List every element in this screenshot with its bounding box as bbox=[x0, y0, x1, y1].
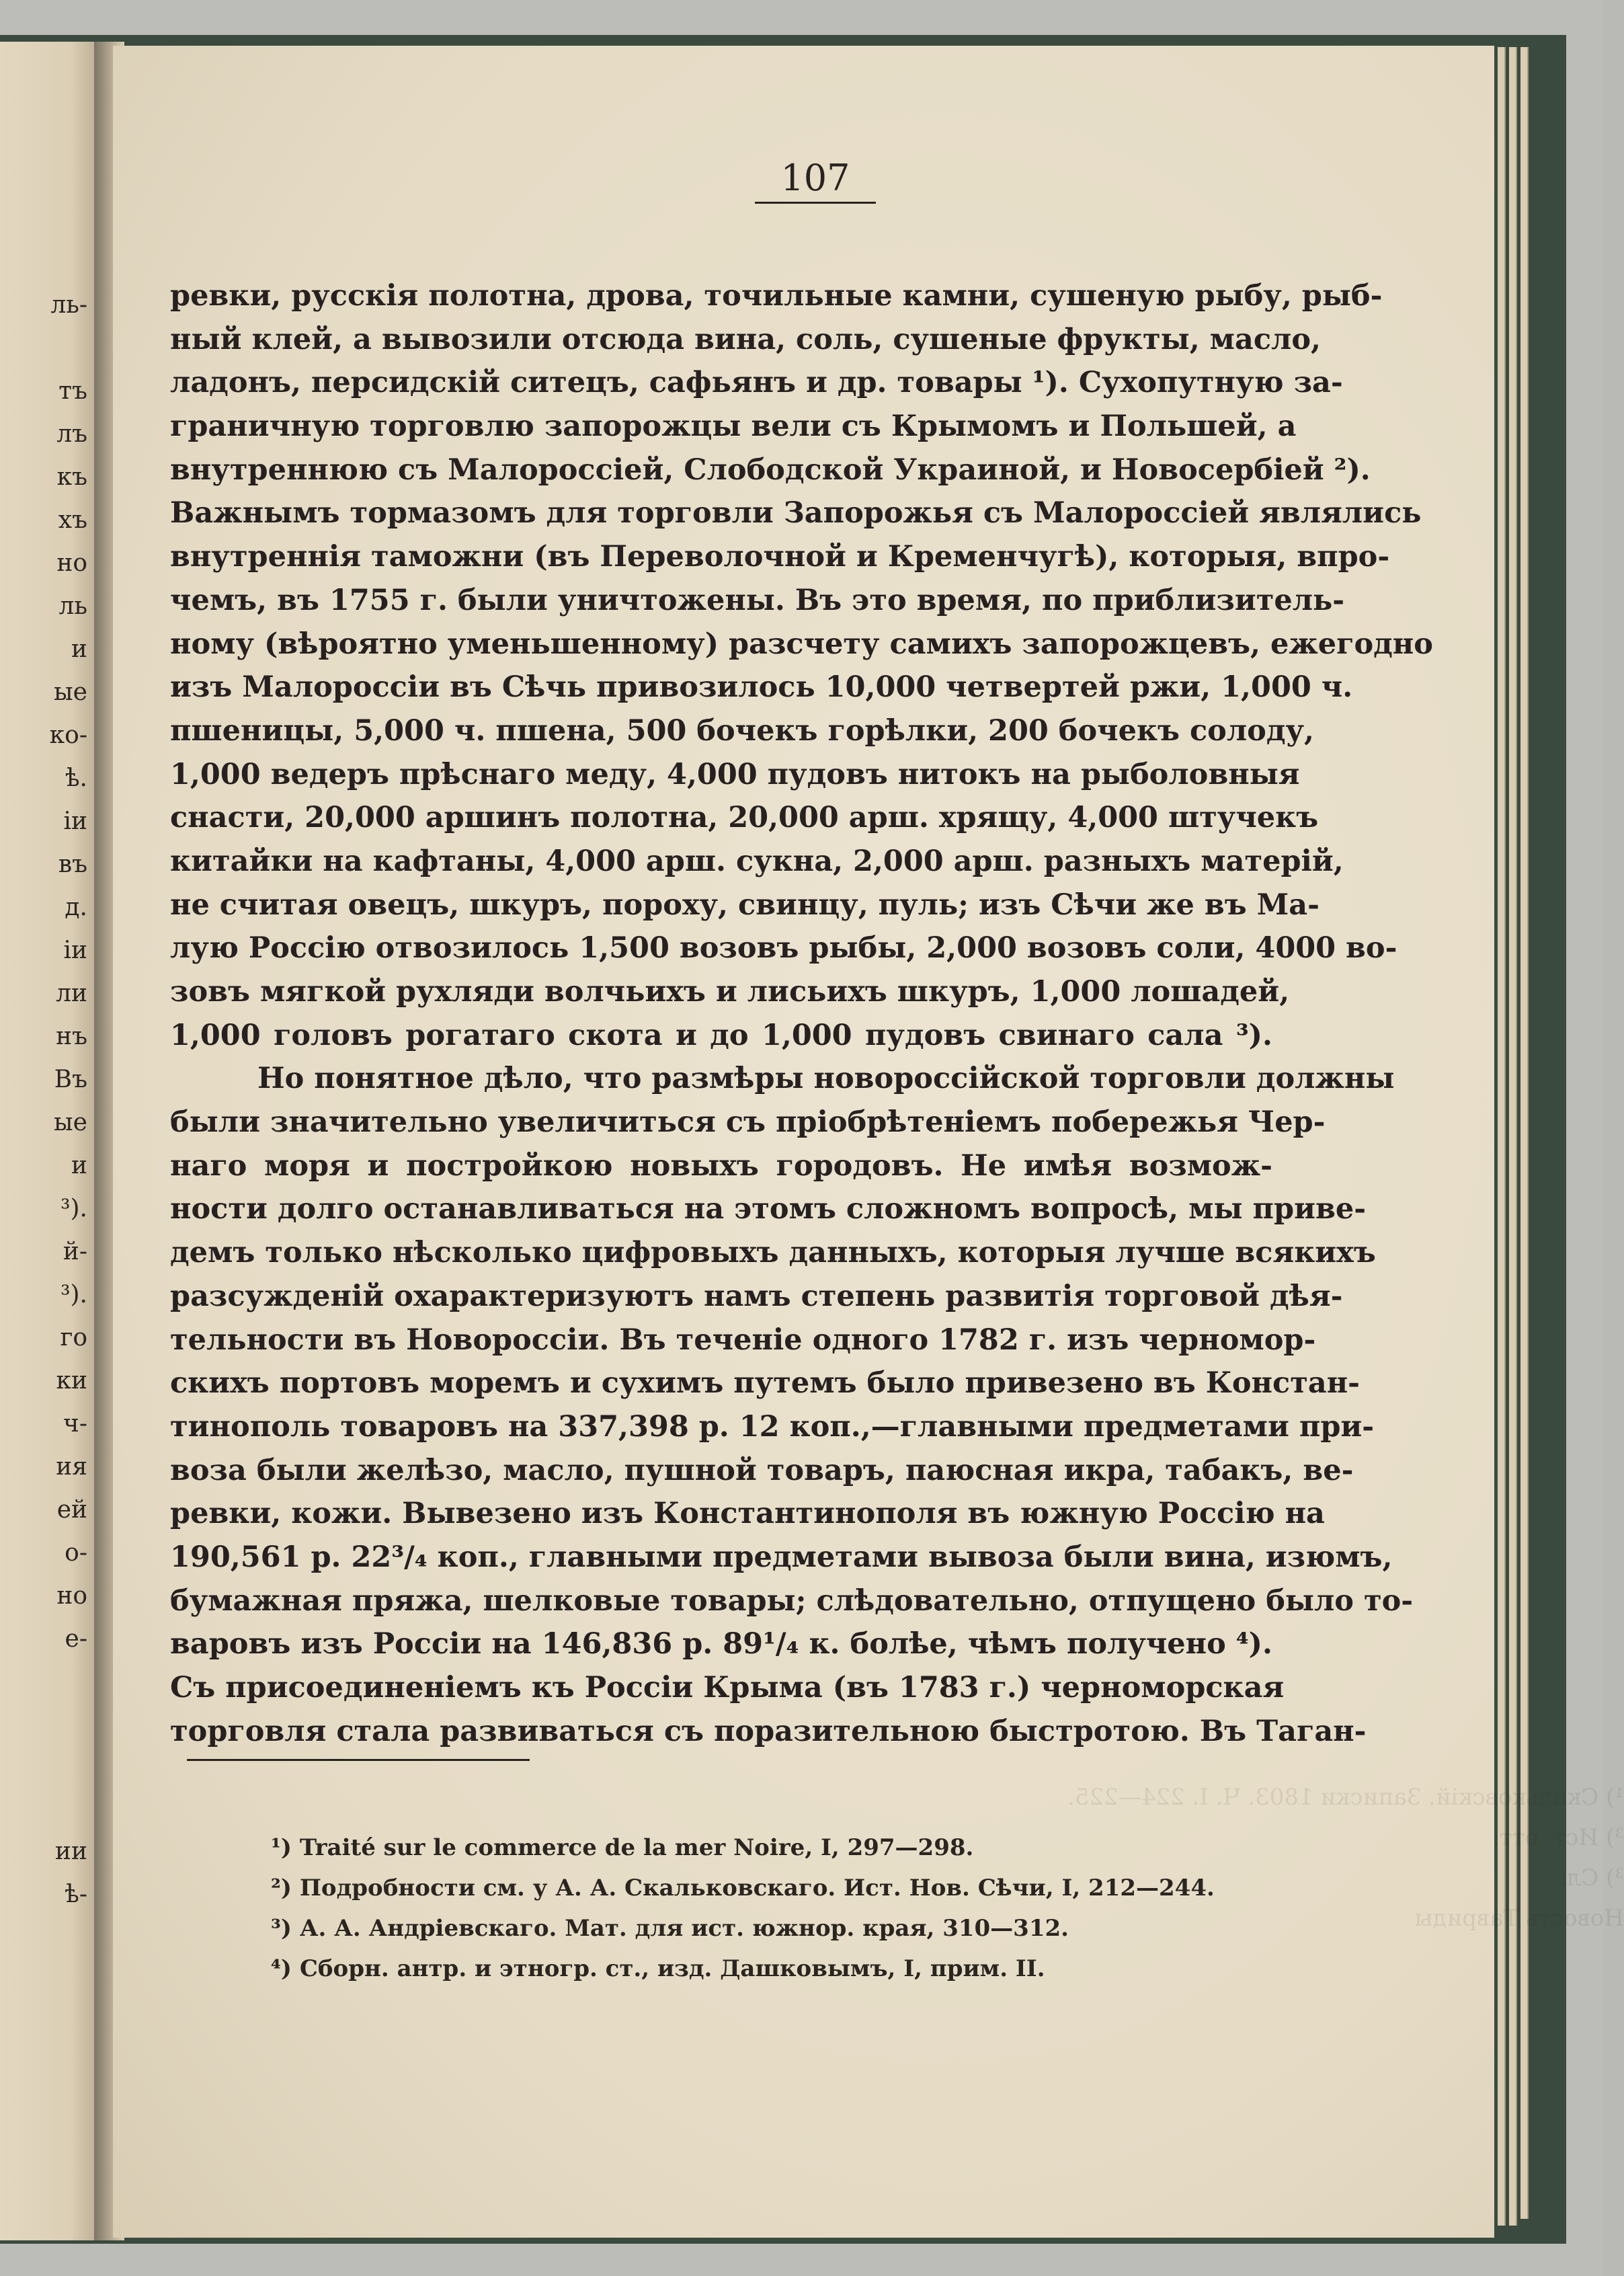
facing-page-fragment: ые bbox=[54, 1109, 87, 1136]
text-line: Съ присоединеніемъ къ Россіи Крыма (въ 1783 г.) черноморская bbox=[170, 1671, 1285, 1704]
facing-page-text-lower bbox=[0, 1830, 87, 1916]
text-line: разсужденій охарактеризуютъ намъ степень развитія торговой дѣя- bbox=[170, 1279, 1343, 1313]
facing-page-fragment: къ bbox=[56, 463, 87, 491]
text-line: ному (вѣроятно уменьшенному) разсчету самихъ запорожцевъ, ежегодно bbox=[170, 627, 1433, 661]
facing-page-fragment: тъ bbox=[58, 377, 87, 405]
facing-page-fragment: ей bbox=[56, 1496, 87, 1524]
facing-page-fragment: е- bbox=[65, 1625, 87, 1653]
facing-page bbox=[0, 42, 101, 2240]
facing-page-fragment: ки bbox=[56, 1367, 87, 1395]
text-line: зовъ мягкой рухляди волчьихъ и лисьихъ шкуръ, 1,000 лошадей, bbox=[170, 975, 1290, 1009]
text-line: внутреннюю съ Малороссіей, Слободской Украиной, и Новосербіей ²). bbox=[170, 453, 1371, 487]
facing-page-fragment: д. bbox=[65, 894, 87, 921]
text-line: лую Россію отвозилось 1,500 возовъ рыбы, 2,000 возовъ соли, 4000 во- bbox=[170, 931, 1397, 966]
book-page bbox=[113, 46, 1624, 2238]
footnote: ⁴) Сборн. антр. и этногр. ст., изд. Дашковымъ, I, прим. II. bbox=[271, 1955, 1045, 1982]
facing-page-fragment: го bbox=[60, 1324, 87, 1351]
text-line: ности долго останавливаться на этомъ сложномъ вопросѣ, мы приве- bbox=[170, 1192, 1367, 1226]
text-line: Важнымъ тормазомъ для торговли Запорожья съ Малороссіей являлись bbox=[170, 496, 1422, 531]
text-line: торговля стала развиваться съ поразительною быстротою. Въ Таган- bbox=[170, 1714, 1367, 1748]
text-line: ный клей, а вывозили отсюда вина, соль, сушеные фрукты, масло, bbox=[170, 322, 1322, 356]
text-line: ревки, русскія полотна, дрова, точильные камни, сушеную рыбу, рыб- bbox=[170, 279, 1383, 313]
text-line: китайки на кафтаны, 4,000 арш. сукна, 2,000 арш. разныхъ матерій, bbox=[170, 844, 1344, 878]
facing-page-fragment: іи bbox=[63, 808, 87, 835]
text-line: варовъ изъ Россіи на 146,836 р. 89¹/₄ к. болѣе, чѣмъ получено ⁴). bbox=[170, 1627, 1272, 1661]
body-text bbox=[170, 274, 1433, 1753]
bleed-through-line: ³) Ист. отт. bbox=[1492, 1824, 1624, 1851]
facing-page-fragment: ³). bbox=[60, 1281, 87, 1308]
facing-page-fragment: ли bbox=[56, 980, 87, 1007]
footnote: ²) Подробности см. у А. А. Скальковскаго. Ист. Нов. Сѣчи, I, 212—244. bbox=[271, 1875, 1215, 1901]
facing-page-fragment: ³). bbox=[60, 1195, 87, 1222]
text-line: изъ Малороссіи въ Сѣчь привозилось 10,000 четвертей ржи, 1,000 ч. bbox=[170, 670, 1353, 705]
facing-page-fragment: іи bbox=[63, 937, 87, 964]
text-line: снасти, 20,000 аршинъ полотна, 20,000 арш. хрящу, 4,000 штучекъ bbox=[170, 801, 1319, 835]
facing-page-fragment: о- bbox=[65, 1539, 87, 1567]
text-line: не считая овецъ, шкуръ, пороху, свинцу, пуль; изъ Сѣчи же въ Ма- bbox=[170, 888, 1320, 922]
facing-page-fragment: въ bbox=[58, 851, 87, 878]
text-line: 1,000 головъ рогатаго скота и до 1,000 пудовъ свинаго сала ³). bbox=[170, 1018, 1272, 1052]
text-line: внутреннія таможни (въ Переволочной и Кременчугѣ), которыя, впро- bbox=[170, 540, 1390, 574]
facing-page-fragment: и bbox=[71, 635, 87, 663]
bleed-through-line: Новость Тавриды bbox=[1414, 1905, 1624, 1932]
facing-page-fragment bbox=[0, 327, 87, 370]
facing-page-fragment: ль bbox=[58, 592, 87, 620]
facing-page-fragment: нъ bbox=[56, 1023, 87, 1050]
text-line: 1,000 ведеръ прѣснаго меду, 4,000 пудовъ нитокъ на рыболовныя bbox=[170, 757, 1300, 791]
facing-page-fragment: ѣ. bbox=[65, 764, 87, 792]
text-line: ладонъ, персидскій ситецъ, сафьянъ и др. товары ¹). Сухопутную за- bbox=[170, 366, 1343, 400]
text-line: наго моря и постройкою новыхъ городовъ. Не имѣя возмож- bbox=[170, 1148, 1272, 1183]
text-line: были значительно увеличиться съ пріобрѣтеніемъ побережья Чер- bbox=[170, 1105, 1326, 1140]
text-line: Но понятное дѣло, что размѣры новороссійской торговли должны bbox=[257, 1062, 1395, 1096]
text-line: ревки, кожи. Вывезено изъ Константинополя въ южную Россію на bbox=[170, 1497, 1325, 1531]
facing-page-fragment: но bbox=[56, 1582, 87, 1610]
footnote-divider bbox=[187, 1759, 530, 1761]
text-line: граничную торговлю запорожцы вели съ Крымомъ и Польшей, а bbox=[170, 409, 1297, 444]
footnote: ¹) Traité sur le commerce de la mer Noire, I, 297—298. bbox=[271, 1834, 974, 1861]
text-line: воза были желѣзо, масло, пушной товаръ, паюсная икра, табакъ, ве- bbox=[170, 1453, 1354, 1487]
bleed-through-line: ¹) Скальковскій. Записки 1803. Ч. I. 224—225. bbox=[1067, 1784, 1624, 1811]
footnotes bbox=[271, 1828, 1279, 1989]
text-line: 190,561 р. 22³/₄ коп., главными предметами вывоза были вина, изюмъ, bbox=[170, 1540, 1393, 1574]
facing-page-fragment: хъ bbox=[58, 506, 87, 534]
facing-page-fragment: ч- bbox=[63, 1410, 87, 1438]
facing-page-fragment: Въ bbox=[54, 1066, 87, 1093]
facing-page-fragment: ѣ- bbox=[65, 1881, 87, 1908]
text-line: тинополь товаровъ на 337,398 р. 12 коп.,—главными предметами при- bbox=[170, 1409, 1375, 1444]
text-line: демъ только нѣсколько цифровыхъ данныхъ, которыя лучше всякихъ bbox=[170, 1236, 1376, 1270]
facing-page-fragment: ия bbox=[56, 1453, 87, 1481]
text-line: чемъ, въ 1755 г. были уничтожены. Въ это время, по приблизитель- bbox=[170, 583, 1345, 617]
text-line: тельности въ Новороссіи. Въ теченіе одного 1782 г. изъ черномор- bbox=[170, 1323, 1316, 1357]
facing-page-fragment: ль- bbox=[50, 291, 87, 319]
bleed-through-line: ³) Сл. bbox=[1559, 1865, 1624, 1891]
facing-page-fragment: и bbox=[71, 1152, 87, 1179]
facing-page-fragment: ии bbox=[55, 1838, 87, 1865]
footnote: ³) А. А. Андріевскаго. Мат. для ист. южнор. края, 310—312. bbox=[271, 1915, 1069, 1942]
facing-page-fragment: ые bbox=[54, 678, 87, 706]
text-line: бумажная пряжа, шелковые товары; слѣдовательно, отпущено было то- bbox=[170, 1583, 1414, 1618]
facing-page-fragment: но bbox=[56, 549, 87, 577]
facing-page-fragment: ко- bbox=[49, 721, 87, 749]
facing-page-fragment: лъ bbox=[56, 420, 87, 448]
page-number: 107 bbox=[755, 157, 876, 204]
facing-page-text-upper bbox=[0, 284, 87, 1661]
text-line: скихъ портовъ моремъ и сухимъ путемъ было привезено въ Констан- bbox=[170, 1366, 1361, 1401]
text-line: пшеницы, 5,000 ч. пшена, 500 бочекъ горѣлки, 200 бочекъ солоду, bbox=[170, 713, 1314, 748]
facing-page-fragment: й- bbox=[63, 1238, 87, 1265]
